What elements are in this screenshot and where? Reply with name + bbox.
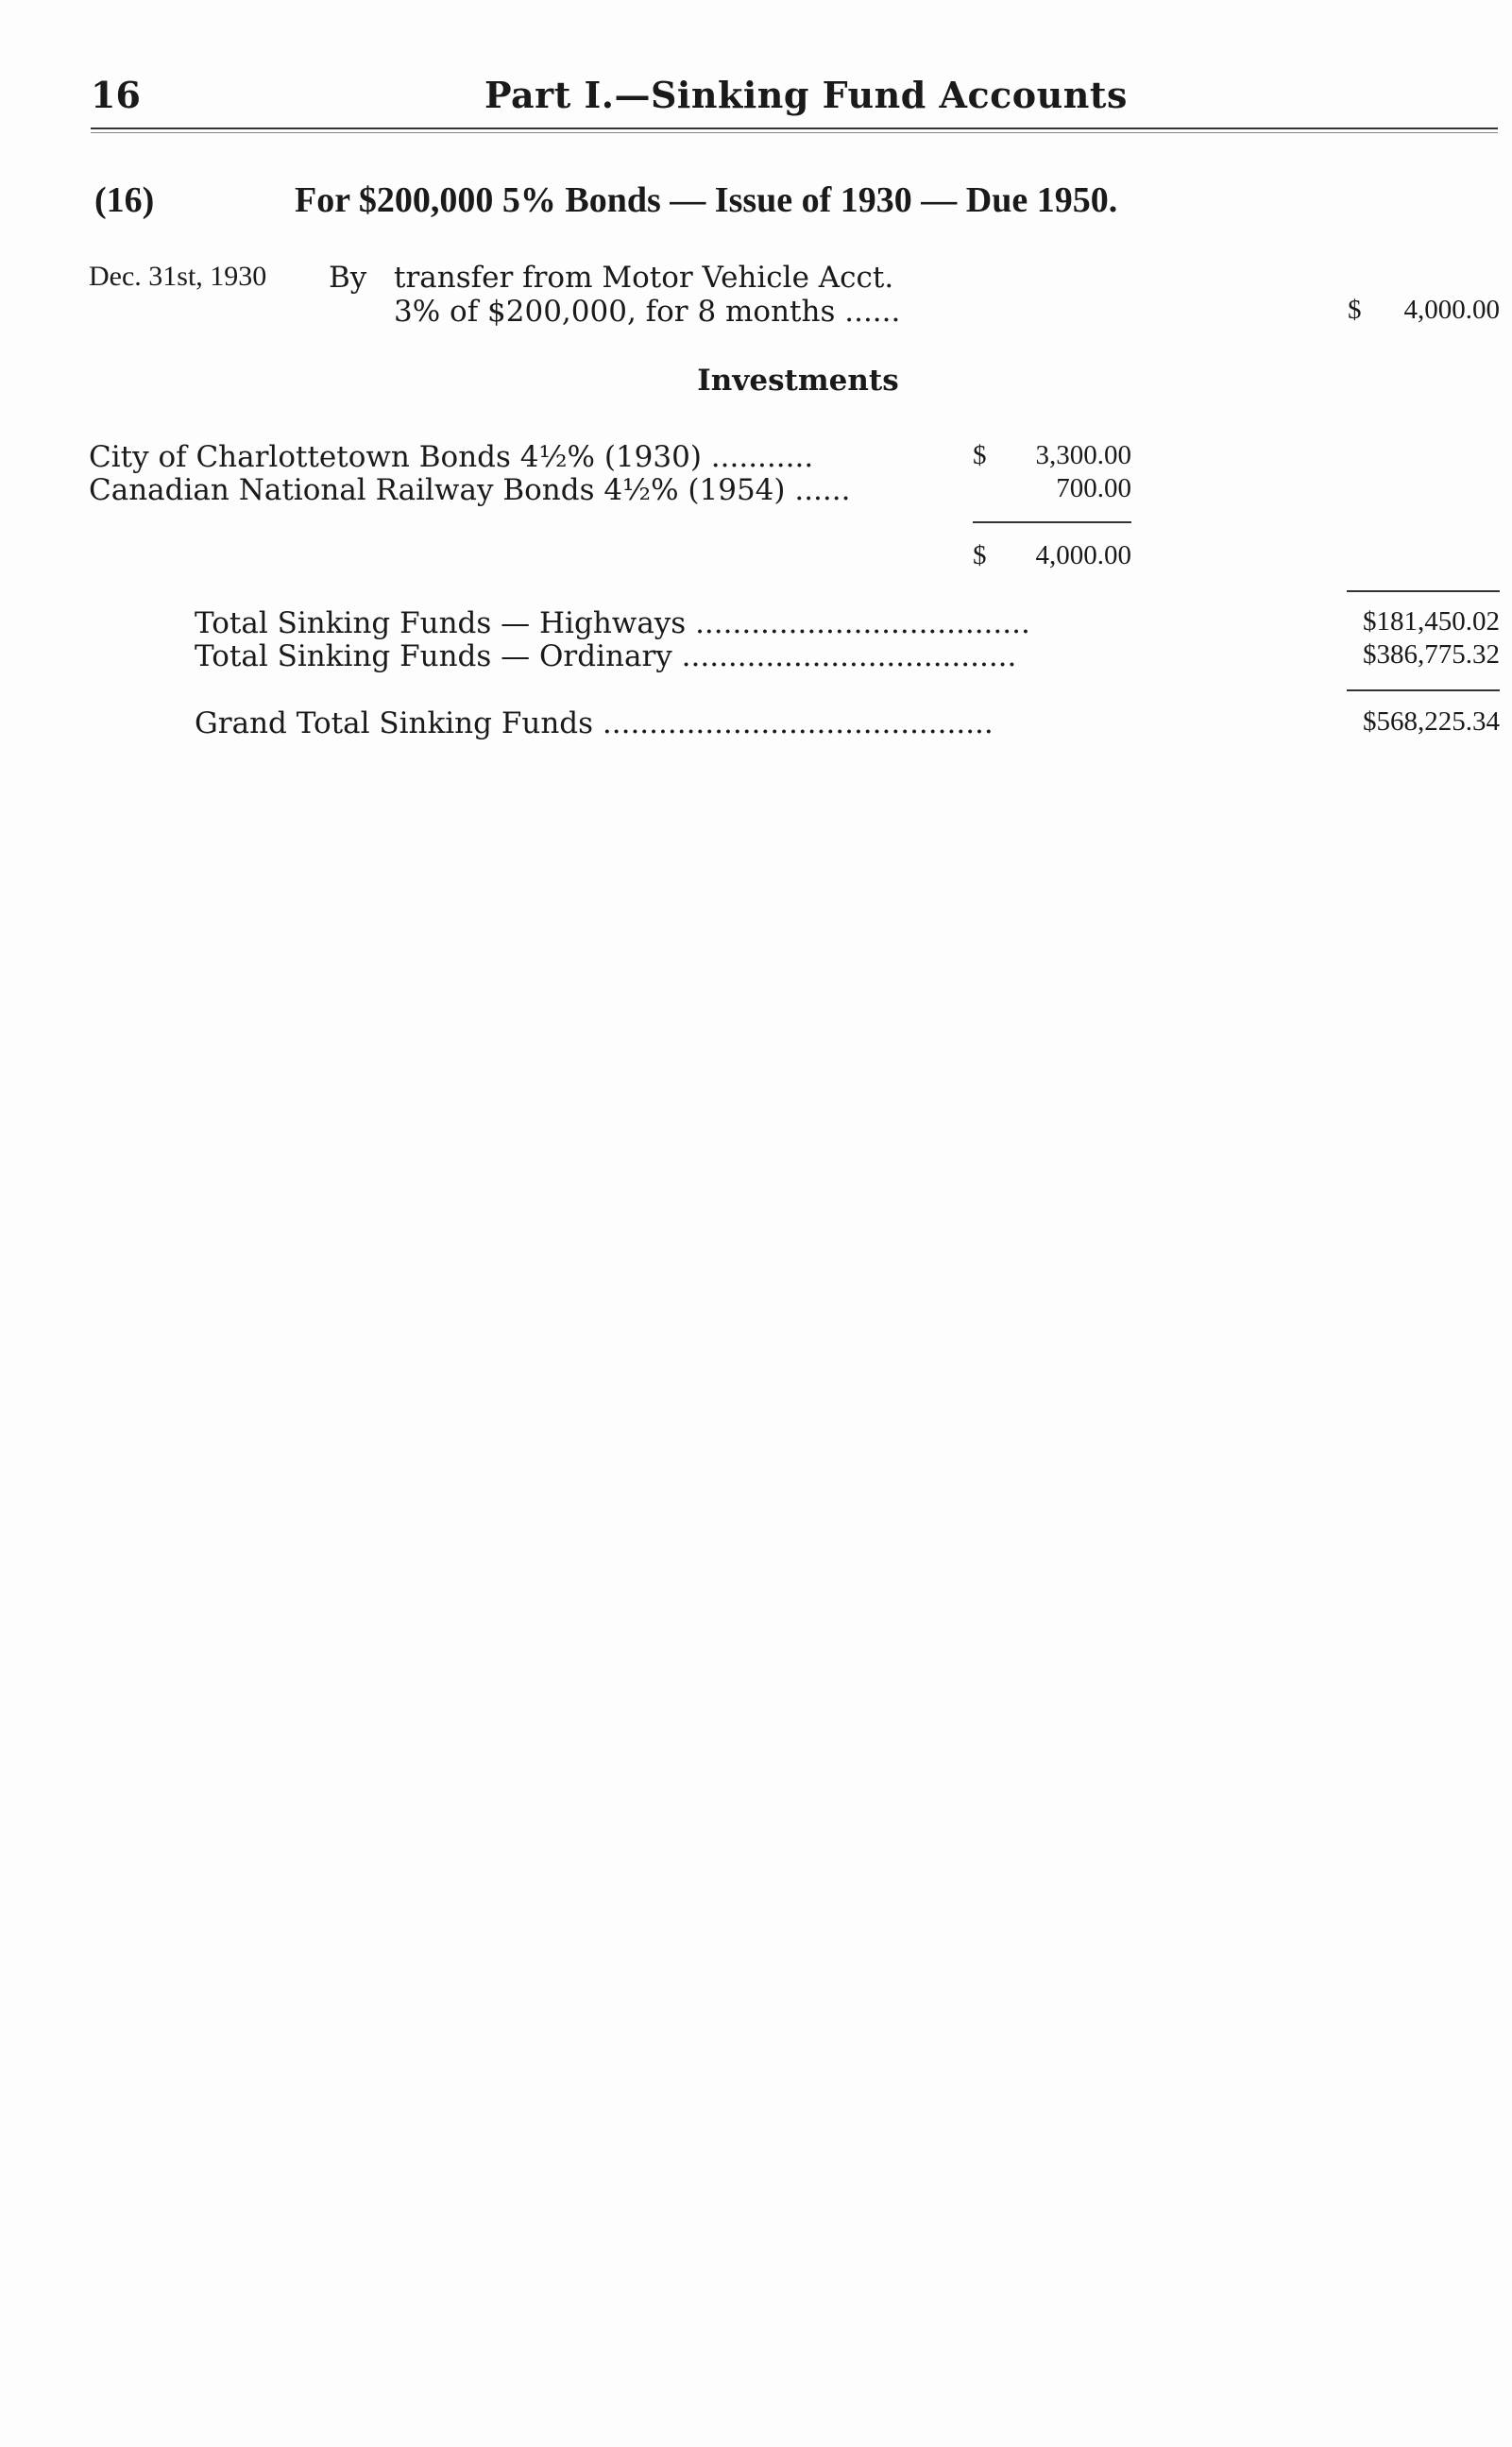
investment-item-description: Canadian National Railway Bonds 4½% (1954) ...... (89, 473, 851, 507)
totals-rule-middle (1347, 689, 1500, 691)
total-ordinary-label: Total Sinking Funds — Ordinary .................................... (195, 639, 1017, 673)
page-number: 16 (91, 74, 141, 116)
investment-item-amount: 700.00 (1056, 473, 1131, 503)
investment-item-description: City of Charlottetown Bonds 4½% (1930) ........... (89, 440, 814, 474)
section-title: For $200,000 5% Bonds — Issue of 1930 — Due 1950. (295, 180, 1118, 220)
total-highways-label: Total Sinking Funds — Highways .................................... (195, 606, 1030, 640)
total-ordinary-amount: $386,775.32 (1363, 639, 1500, 670)
grand-total-amount: $568,225.34 (1363, 706, 1500, 737)
investments-total-rule (973, 521, 1131, 523)
investment-item-currency: $ (973, 440, 987, 470)
header-rule (91, 127, 1498, 129)
entry-description-line2: 3% of $200,000, for 8 months ...... (394, 295, 901, 329)
entry-by: By (329, 261, 367, 295)
investments-total: 4,000.00 (1035, 540, 1131, 570)
investments-total-currency: $ (973, 540, 987, 570)
investments-heading: Investments (697, 364, 899, 398)
totals-rule-top (1347, 590, 1500, 592)
entry-date: Dec. 31st, 1930 (89, 261, 267, 292)
entry-currency: $ (1348, 295, 1362, 325)
grand-total-label: Grand Total Sinking Funds .......................................... (195, 706, 994, 740)
header-rule-thin (91, 132, 1498, 133)
entry-description-line1: transfer from Motor Vehicle Acct. (394, 261, 894, 295)
total-highways-amount: $181,450.02 (1363, 606, 1500, 637)
running-title: Part I.—Sinking Fund Accounts (484, 74, 1128, 116)
investment-item-amount: 3,300.00 (1035, 440, 1131, 470)
section-number: (16) (94, 180, 155, 220)
entry-amount: 4,000.00 (1403, 295, 1500, 325)
